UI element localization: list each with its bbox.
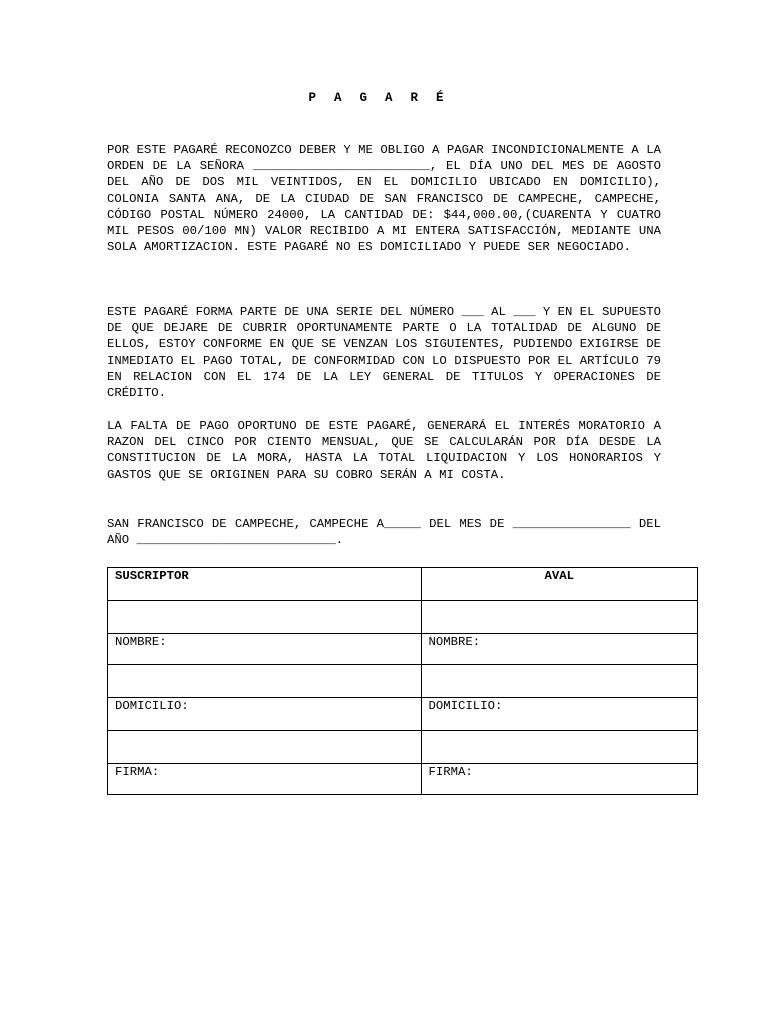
guarantor-signature-label: FIRMA: — [421, 764, 697, 795]
paragraph-place-date: SAN FRANCISCO DE CAMPECHE, CAMPECHE A_____ DEL MES DE ________________ DEL AÑO ___________________________. — [107, 517, 661, 548]
subscriber-header: SUSCRIPTOR — [108, 568, 422, 601]
subscriber-name-label: NOMBRE: — [108, 634, 422, 665]
subscriber-blank-cell — [108, 665, 422, 698]
guarantor-blank-cell — [421, 731, 697, 764]
table-row — [108, 698, 698, 731]
guarantor-blank-cell — [421, 665, 697, 698]
guarantor-blank-cell — [421, 601, 697, 634]
table-row — [108, 731, 698, 764]
table-row — [108, 601, 698, 634]
subscriber-blank-cell — [108, 731, 422, 764]
title-letter: A — [333, 91, 342, 105]
table-row — [108, 568, 698, 601]
title-letter: R — [410, 91, 419, 105]
title-letter: A — [385, 91, 393, 105]
title-letter: É — [436, 91, 444, 105]
subscriber-address-label: DOMICILIO: — [108, 698, 422, 731]
title-letter: G — [359, 91, 367, 105]
subscriber-signature-label: FIRMA: — [108, 764, 422, 795]
subscriber-blank-cell — [108, 601, 422, 634]
signature-table — [107, 567, 698, 795]
paragraph-obligation: POR ESTE PAGARÉ RECONOZCO DEBER Y ME OBLIGO A PAGAR INCONDICIONALMENTE A LA ORDEN DE LA SEÑORA ________________________, EL DÍA UNO DEL MES DE AGOSTO DEL AÑO DE DOS MIL VEINTIDOS, EN EL DOMICILIO UBICADO EN DOMICILIO), COLONIA SANTA ANA, DE LA CIUDAD DE SAN FRANCISCO DE CAMPECHE, CAMPECHE, CÓDIGO POSTAL NÚMERO 24000, LA CANTIDAD DE: $44,000.00,(CUARENTA Y CUATRO MIL PESOS 00/100 MN) VALOR RECIBIDO A MI ENTERA SATISFACCIÓN, MEDIANTE UNA SOLA AMORTIZACION. ESTE PAGARÉ NO ES DOMICILIADO Y PUEDE SER NEGOCIADO. — [107, 143, 661, 255]
document-title — [0, 91, 760, 105]
table-row — [108, 665, 698, 698]
table-row — [108, 634, 698, 665]
guarantor-header: AVAL — [421, 568, 697, 601]
guarantor-name-label: NOMBRE: — [421, 634, 697, 665]
guarantor-address-label: DOMICILIO: — [421, 698, 697, 731]
table-row — [108, 764, 698, 795]
title-letter: P — [308, 91, 316, 105]
paragraph-late-payment: LA FALTA DE PAGO OPORTUNO DE ESTE PAGARÉ, GENERARÁ EL INTERÉS MORATORIO A RAZON DEL CINCO POR CIENTO MENSUAL, QUE SE CALCULARÁN POR DÍA DESDE LA CONSTITUCION DE LA MORA, HASTA LA TOTAL LIQUIDACION Y LOS HONORARIOS Y GASTOS QUE SE ORIGINEN PARA SU COBRO SERÁN A MI COSTA. — [107, 419, 661, 482]
paragraph-series: ESTE PAGARÉ FORMA PARTE DE UNA SERIE DEL NÚMERO ___ AL ___ Y EN EL SUPUESTO DE QUE DEJARE DE CUBRIR OPORTUNAMENTE PARTE O LA TOTALIDAD DE ALGUNO DE ELLOS, ESTOY CONFORME EN QUE SE VENZAN LOS SIGUIENTES, PUDIENDO EXIGIRSE DE INMEDIATO EL PAGO TOTAL, DE CONFORMIDAD CON LO DISPUESTO POR EL ARTÍCULO 79 EN RELACION CON EL 174 DE LA LEY GENERAL DE TITULOS Y OPERACIONES DE CRÉDITO. — [107, 305, 661, 401]
